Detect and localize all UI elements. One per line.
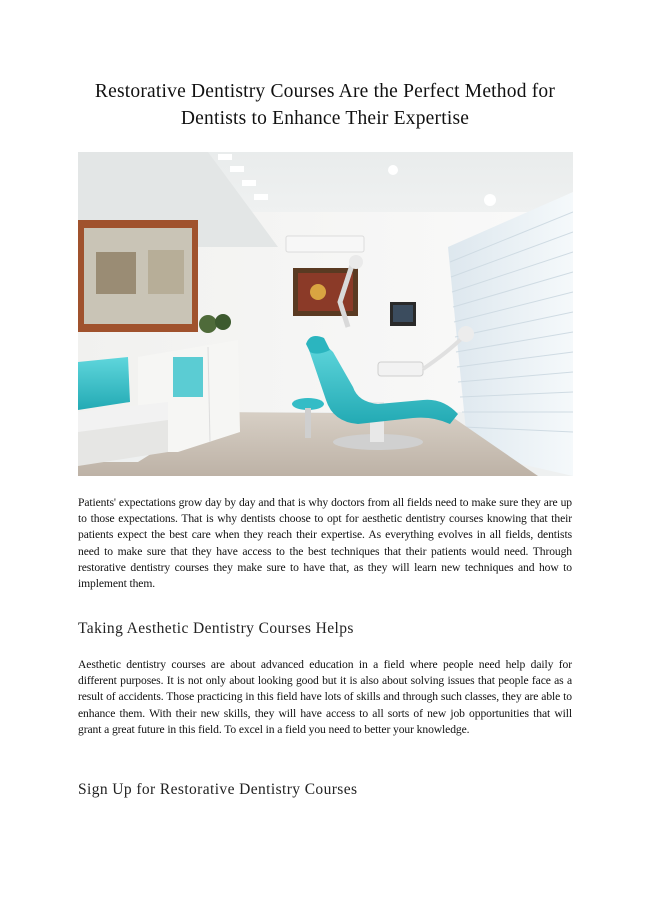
section-heading-sign-up: Sign Up for Restorative Dentistry Courses bbox=[78, 781, 358, 798]
paragraph-patient-expectations: Patients' expectations grow day by day and that is why doctors from all fields need to make sure they are up to those expectations. That is why dentists choose to opt for aesthetic dentistry courses knowing that their patients expect the best care when they reach their expertise. As everything evolves in all fields, dentists need to make sure that they have access to the best techniques that their patients would need. Through restorative dentistry courses they make sure to have that, as they will learn new techniques and how to implement them. bbox=[78, 496, 572, 591]
article-title: Restorative Dentistry Courses Are the Perfect Method for Dentists to Enhance Their Expertise bbox=[94, 81, 556, 129]
dental-clinic-photo bbox=[78, 152, 573, 476]
paragraph-aesthetic-courses: Aesthetic dentistry courses are about advanced education in a field where people need help daily for different purposes. It is not only about looking good but it is also about solving issues that people face as a result of accidents. Those practicing in this field have lots of skills and through such classes, they are able to enhance them. With their new skills, they will have access to all sorts of new job opportunities that will grant a great future in this field. To excel in a field you need to better your knowledge. bbox=[78, 658, 572, 736]
section-heading-aesthetic-courses: Taking Aesthetic Dentistry Courses Helps bbox=[78, 620, 354, 637]
